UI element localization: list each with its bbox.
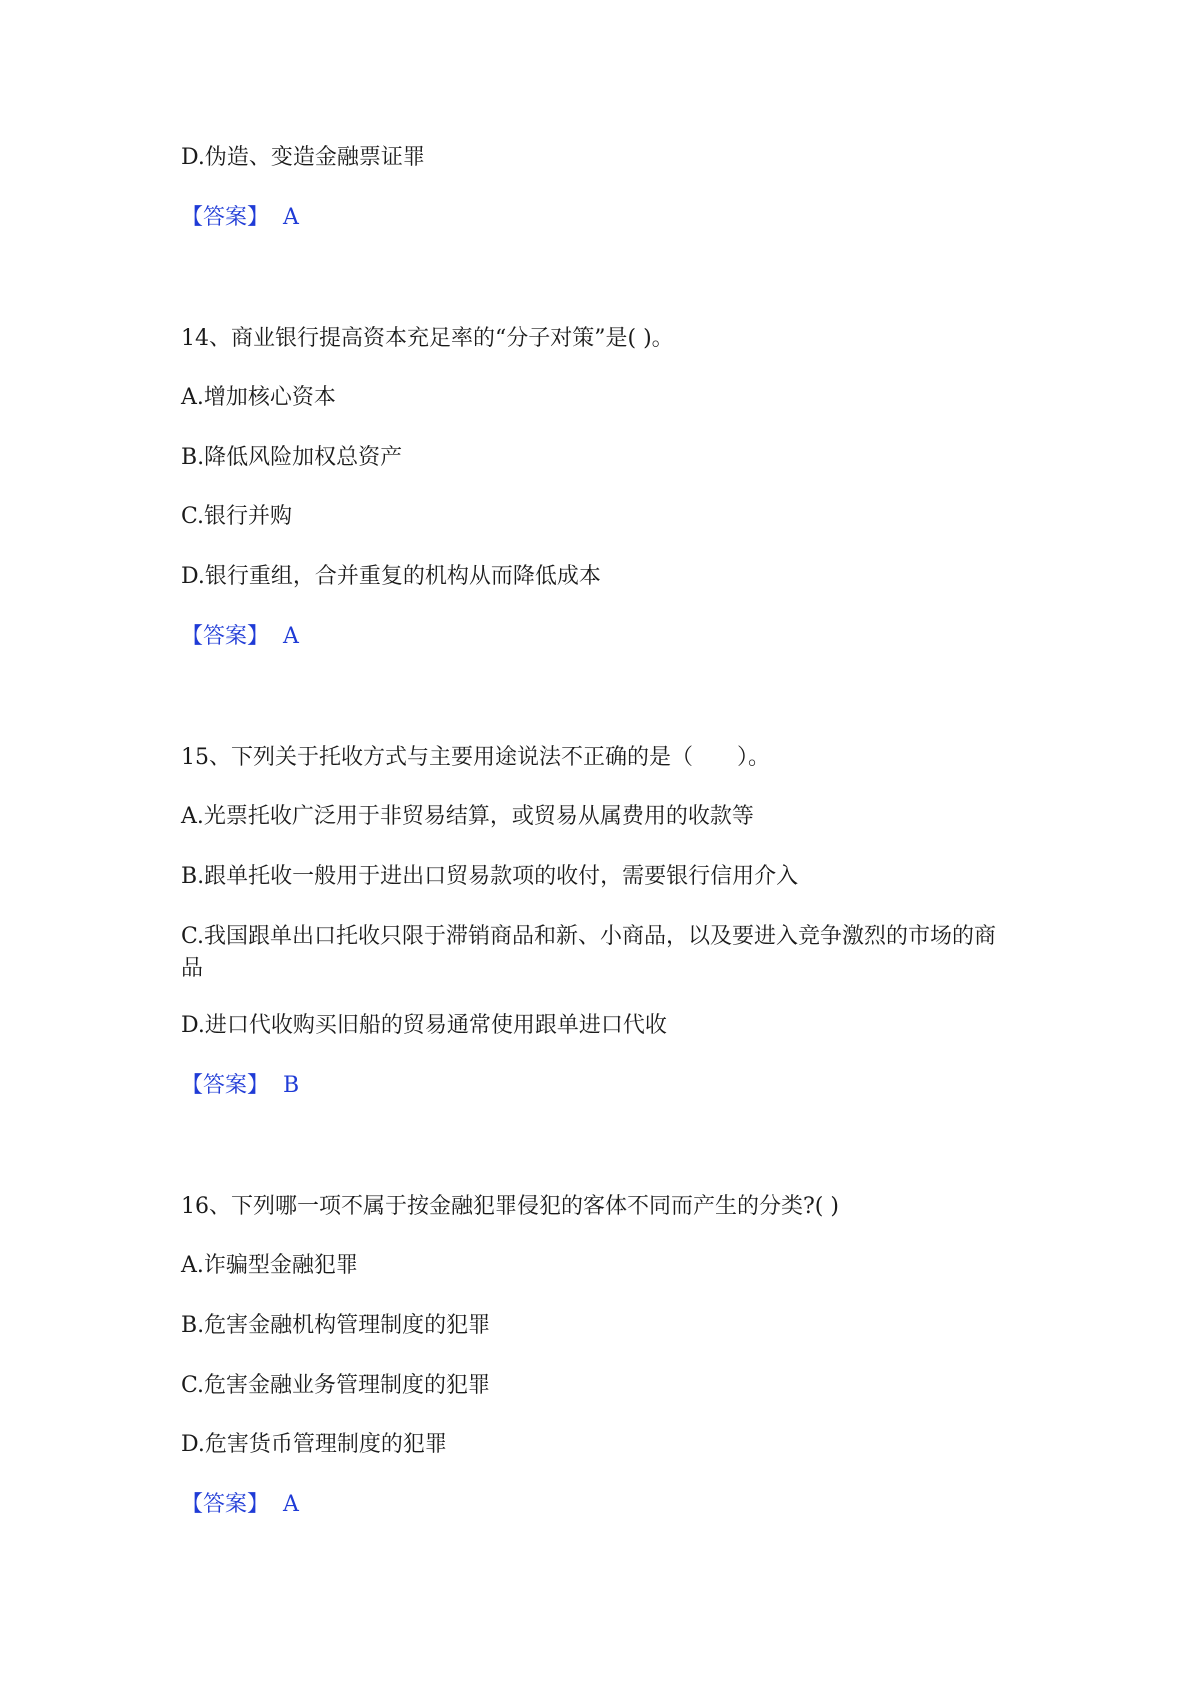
q15-option-c: C.我国跟单出口托收只限于滞销商品和新、小商品，以及要进入竞争激烈的市场的商品 [181, 924, 997, 981]
q15-option-a: A.光票托收广泛用于非贸易结算，或贸易从属费用的收款等 [181, 804, 754, 829]
question-14-text: 14、商业银行提高资本充足率的“分子对策”是( )。 [181, 326, 674, 351]
answer-value: A [283, 1492, 299, 1517]
answer-label: 【答案】 [181, 1492, 270, 1517]
q14-answer-line [181, 621, 299, 653]
question-15-text: 15、下列关于托收方式与主要用途说法不正确的是（ ）。 [181, 745, 770, 770]
q16-option-a: A.诈骗型金融犯罪 [181, 1253, 358, 1278]
answer-label: 【答案】 [181, 1073, 270, 1098]
q16-option-d: D.危害货币管理制度的犯罪 [181, 1432, 447, 1457]
answer-value: B [283, 1073, 300, 1098]
q15-answer-line [181, 1070, 299, 1102]
q15-option-b: B.跟单托收一般用于进出口贸易款项的收付，需要银行信用介入 [181, 864, 799, 889]
answer-label: 【答案】 [181, 624, 270, 649]
q15-option-d: D.进口代收购买旧船的贸易通常使用跟单进口代收 [181, 1013, 667, 1038]
q14-option-a: A.增加核心资本 [181, 385, 336, 410]
q14-option-d: D.银行重组，合并重复的机构从而降低成本 [181, 564, 601, 589]
q14-option-b: B.降低风险加权总资产 [181, 445, 403, 470]
q14-option-c: C.银行并购 [181, 504, 293, 529]
q16-answer-line [181, 1489, 299, 1521]
question-16-text: 16、下列哪一项不属于按金融犯罪侵犯的客体不同而产生的分类?( ) [181, 1194, 839, 1219]
q16-option-c: C.危害金融业务管理制度的犯罪 [181, 1373, 491, 1398]
q16-option-b: B.危害金融机构管理制度的犯罪 [181, 1313, 491, 1338]
answer-line [181, 202, 299, 234]
answer-label: 【答案】 [181, 205, 270, 230]
answer-value: A [283, 205, 299, 230]
option-d: D.伪造、变造金融票证罪 [181, 145, 425, 170]
answer-value: A [283, 624, 299, 649]
